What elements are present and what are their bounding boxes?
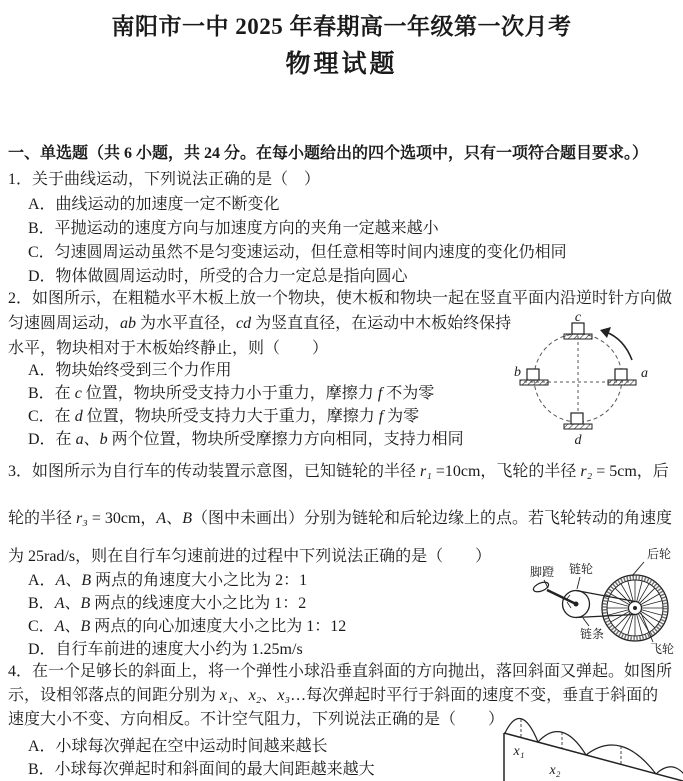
q4-figure-label-x1: x₁: [513, 744, 525, 759]
q2-figure-label-b: b: [514, 365, 521, 380]
rear-wheel: [602, 575, 668, 641]
q4-figure-incline-bounce: [495, 698, 683, 781]
q2-option-d: D．在 a、b 两个位置，物块所受摩擦力方向相同，支持力相同: [28, 431, 464, 448]
q1-option-c: C．匀速圆周运动虽然不是匀变速运动，但任意相等时间内速度的变化仍相同: [28, 244, 567, 261]
q1-option-b: B．平抛运动的速度方向与加速度方向的夹角一定越来越小: [28, 220, 439, 237]
section-header: 一、单选题（共 6 小题，共 24 分。在每小题给出的四个选项中，只有一项符合题目要求。）: [8, 145, 649, 162]
q2-option-c: C．在 d 位置，物块所受支持力大于重力，摩擦力 f 为零: [28, 408, 420, 425]
q1-option-a: A．曲线运动的加速度一定不断变化: [28, 196, 280, 213]
q3-figure-label-pedal: 脚蹬: [529, 565, 555, 579]
q4-figure-label-x2: x₂: [549, 763, 561, 778]
q3-figure-label-chainwheel: 链轮: [568, 562, 594, 576]
q1-stem: 1．关于曲线运动，下列说法正确的是（ ）: [8, 171, 321, 188]
q3-figure-label-chain: 链条: [579, 627, 605, 641]
q4-stem-line3: 速度大小不变、方向相反。不计空气阻力，下列说法正确的是（ ）: [8, 711, 505, 728]
board-block-right-a: [608, 369, 636, 385]
q3-option-a: A．A、B 两点的角速度大小之比为 2：1: [28, 572, 308, 589]
q3-figure-label-flywheel: 飞轮: [649, 642, 675, 656]
q2-figure-label-a: a: [641, 366, 648, 381]
q3-option-d: D．自行车前进的速度大小约为 1.25m/s: [28, 641, 303, 658]
q4-option-b: B．小球每次弹起时和斜面间的最大间距越来越大: [28, 761, 375, 778]
q4-option-a: A．小球每次弹起在空中运动时间越来越长: [28, 738, 328, 755]
q2-stem-line1: 2．如图所示，在粗糙水平木板上放一个物块，使木板和物块一起在竖直平面内沿逆时针方向做: [8, 290, 673, 307]
q3-option-b: B．A、B 两点的线速度大小之比为 1：2: [28, 595, 307, 612]
q1-option-d: D．物体做圆周运动时，所受的合力一定总是指向圆心: [28, 268, 408, 285]
q3-stem-line2: 轮的半径 r₃ = 30cm，A、B（图中未画出）分别为链轮和后轮边缘上的点。若飞轮转动的角速度: [8, 510, 672, 527]
q2-option-b: B．在 c 位置，物块所受支持力小于重力，摩擦力 f 不为零: [28, 385, 435, 402]
page-subtitle: 物理试题: [285, 50, 398, 78]
q4-stem-line2: 示，设相邻落点的间距分别为 x₁、x₂、x₃…每次弹起时平行于斜面的速度不变，垂直于斜面的: [8, 687, 659, 704]
q2-stem-line2: 匀速圆周运动，ab 为水平直径，cd 为竖直直径，在运动中木板始终保持: [8, 315, 512, 332]
q2-option-a: A．物块始终受到三个力作用: [28, 362, 232, 379]
q3-option-c: C．A、B 两点的向心加速度大小之比为 1：12: [28, 618, 347, 635]
q2-figure-circular-motion: [508, 308, 676, 450]
q2-figure-label-c: c: [574, 310, 582, 325]
board-block-left-b: [520, 369, 548, 385]
q3-stem-line1: 3．如图所示为自行车的传动装置示意图，已知链轮的半径 r₁ =10cm，飞轮的半径 r₂ = 5cm，后: [8, 463, 669, 480]
page-title: 南阳市一中 2025 年春期高一年级第一次月考: [111, 14, 572, 39]
q2-figure-label-d: d: [574, 433, 582, 448]
q3-stem-line3: 为 25rad/s，则在自行车匀速前进的过程中下列说法正确的是（ ）: [8, 548, 492, 565]
q3-figure-label-rear-wheel: 后轮: [647, 547, 672, 561]
q4-stem-line1: 4．在一个足够长的斜面上，将一个弹性小球沿垂直斜面的方向抛出，落回斜面又弹起。如图所: [8, 663, 673, 680]
q3-figure-bicycle-drive: [492, 542, 683, 665]
board-block-top-c: [564, 323, 592, 339]
bounce-trajectories: [505, 718, 683, 781]
q2-stem-line3: 水平，物块相对于木板始终静止，则（ ）: [8, 340, 329, 357]
